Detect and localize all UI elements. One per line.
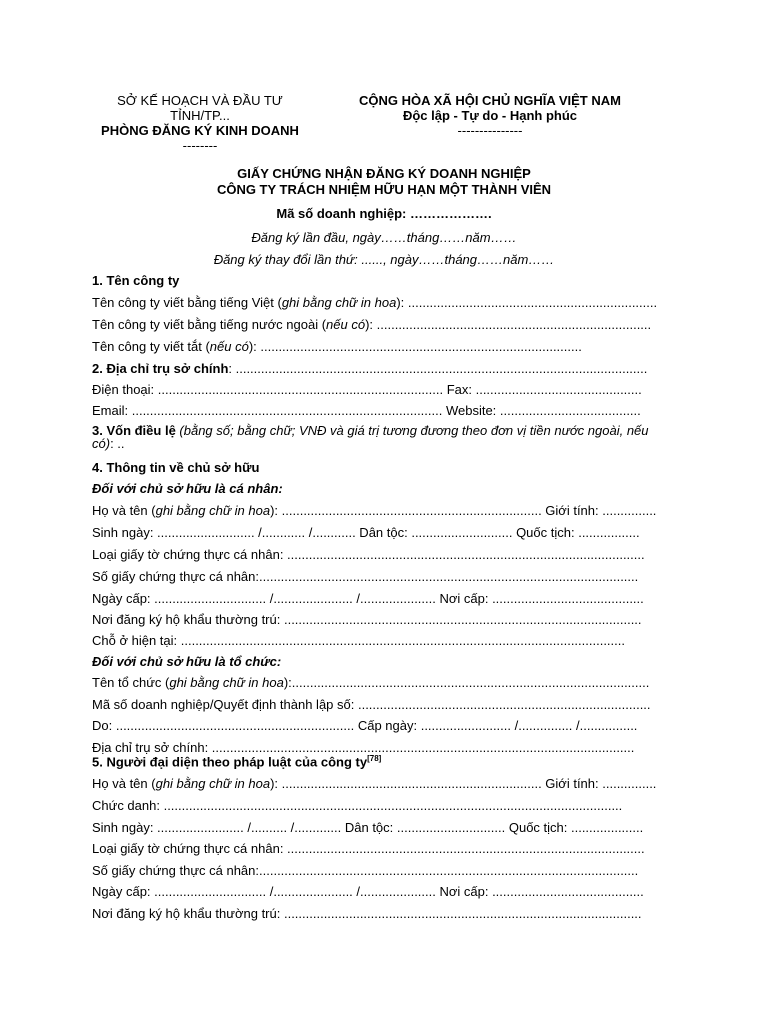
issuing-authority-block — [100, 93, 300, 153]
section-3-heading: 3. Vốn điều lệ — [92, 423, 176, 438]
company-name-abbr-label: Tên công ty viết tắt ( — [92, 339, 210, 354]
rep-id-type-field: Loại giấy tờ chứng thực cá nhân: ................................................................................................... — [92, 841, 645, 856]
individual-owner-heading: Đối với chủ sở hữu là cá nhân: — [92, 481, 283, 496]
charter-capital-field — [92, 424, 662, 450]
owner-dob-ethnicity-nationality-field: Sinh ngày: ........................... /............ /............ Dân tộc: ............................ Quốc tịch: ................. — [92, 525, 640, 540]
national-motto-block — [350, 93, 630, 138]
footnote-marker: [78] — [367, 754, 382, 763]
authority-department: SỞ KẾ HOẠCH VÀ ĐẦU TƯ — [117, 93, 283, 108]
organization-name-hint: ghi bằng chữ in hoa — [169, 675, 284, 690]
company-name-abbr-hint: nếu có — [209, 339, 249, 354]
document-subtitle: CÔNG TY TRÁCH NHIỆM HỮU HẠN MỘT THÀNH VIÊN — [216, 182, 552, 197]
company-name-vn-hint: ghi bằng chữ in hoa — [281, 295, 397, 310]
document-title: GIẤY CHỨNG NHẬN ĐĂNG KÝ DOANH NGHIỆP — [237, 166, 531, 181]
section-5-heading-line — [92, 754, 381, 769]
rep-id-number-field: Số giấy chứng thực cá nhân:......................................................................................................... — [92, 863, 639, 878]
organization-name-blank: ):................................................................................................... — [283, 675, 650, 690]
authority-province: TỈNH/TP... — [170, 108, 230, 123]
section-1-heading: 1. Tên công ty — [92, 273, 180, 288]
owner-id-number-field: Số giấy chứng thực cá nhân:......................................................................................................... — [92, 569, 639, 584]
owner-id-issue-field: Ngày cấp: ............................... /...................... /..................... Nơi cấp: .......................................... — [92, 591, 644, 606]
first-registration-line: Đăng ký lần đầu, ngày……tháng……năm…… — [251, 230, 517, 245]
organization-code-field: Mã số doanh nghiệp/Quyết định thành lập số: ................................................................................. — [92, 697, 651, 712]
national-motto: Độc lập - Tự do - Hạnh phúc — [402, 108, 578, 123]
country-name: CỘNG HÒA XÃ HỘI CHỦ NGHĨA VIỆT NAM — [359, 93, 621, 108]
company-name-abbr-blank: ): ......................................................................................... — [248, 339, 582, 354]
authority-office: PHÒNG ĐĂNG KÝ KINH DOANH — [101, 123, 299, 138]
phone-fax-field: Điện thoại: ............................................................................... Fax: .............................................. — [92, 382, 642, 397]
rep-title-field: Chức danh: ............................................................................................................................... — [92, 798, 623, 813]
charter-capital-blank: : .. — [110, 436, 125, 451]
owner-name-label: Họ và tên ( — [92, 503, 156, 518]
rep-name-gender-field — [92, 776, 656, 791]
organization-name-field — [92, 675, 649, 690]
company-name-foreign-blank: ): ............................................................................ — [365, 317, 652, 332]
company-name-foreign-field — [92, 317, 651, 332]
rep-household-field: Nơi đăng ký hộ khẩu thường trú: ................................................................................................... — [92, 906, 642, 921]
section-5-heading: 5. Người đại diện theo pháp luật của công ty — [92, 754, 368, 770]
enterprise-code-line: Mã số doanh nghiệp: ………………. — [276, 206, 492, 221]
company-name-vn-blank: ): ..................................................................... — [396, 295, 658, 310]
motto-divider: --------------- — [457, 123, 523, 138]
rep-dob-ethnicity-nationality-field: Sinh ngày: ........................ /.......... /............. Dân tộc: .............................. Quốc tịch: .................... — [92, 820, 644, 835]
authority-divider: -------- — [182, 138, 218, 153]
organization-issuer-date-field: Do: .................................................................. Cấp ngày: ......................... /............... /................ — [92, 718, 638, 733]
rep-name-label: Họ và tên ( — [92, 776, 156, 791]
head-office-blank: : .................................................................................................................. — [228, 361, 648, 376]
owner-current-residence-field: Chỗ ở hiện tại: ........................................................................................................................... — [92, 633, 625, 648]
company-name-vn-label: Tên công ty viết bằng tiếng Việt ( — [92, 295, 282, 310]
section-2-heading-line — [92, 361, 647, 376]
rep-name-blank: ): ........................................................................ Giới tính: ............... — [270, 776, 657, 791]
email-website-field: Email: ...................................................................................... Website: ....................................... — [92, 403, 641, 418]
rep-name-hint: ghi bằng chữ in hoa — [155, 776, 271, 791]
section-4-heading: 4. Thông tin về chủ sở hữu — [92, 460, 260, 475]
owner-name-gender-field — [92, 503, 656, 518]
organization-name-label: Tên tổ chức ( — [92, 675, 170, 690]
owner-name-blank: ): ........................................................................ Giới tính: ............... — [270, 503, 657, 518]
organization-address-field: Địa chỉ trụ sở chính: ..................................................................................................................... — [92, 740, 635, 755]
organization-owner-heading: Đối với chủ sở hữu là tổ chức: — [92, 654, 282, 669]
owner-name-hint: ghi bằng chữ in hoa — [155, 503, 271, 518]
rep-id-issue-field: Ngày cấp: ............................... /...................... /..................... Nơi cấp: .......................................... — [92, 884, 644, 899]
company-name-abbr-field — [92, 339, 582, 354]
section-2-heading: 2. Địa chỉ trụ sở chính — [92, 361, 229, 376]
owner-id-type-field: Loại giấy tờ chứng thực cá nhân: ................................................................................................... — [92, 547, 645, 562]
company-name-foreign-label: Tên công ty viết bằng tiếng nước ngoài ( — [92, 317, 327, 332]
company-name-vn-field — [92, 295, 657, 310]
company-name-foreign-hint: nếu có — [326, 317, 366, 332]
charter-capital-hint: (bằng số; bằng chữ; VNĐ và giá trị tương đương theo đơn vị tiền nước ngoài, nếu có) — [92, 423, 649, 451]
change-registration-line: Đăng ký thay đổi lần thứ: ......, ngày……tháng……năm…… — [213, 252, 555, 267]
owner-household-field: Nơi đăng ký hộ khẩu thường trú: ................................................................................................... — [92, 612, 642, 627]
